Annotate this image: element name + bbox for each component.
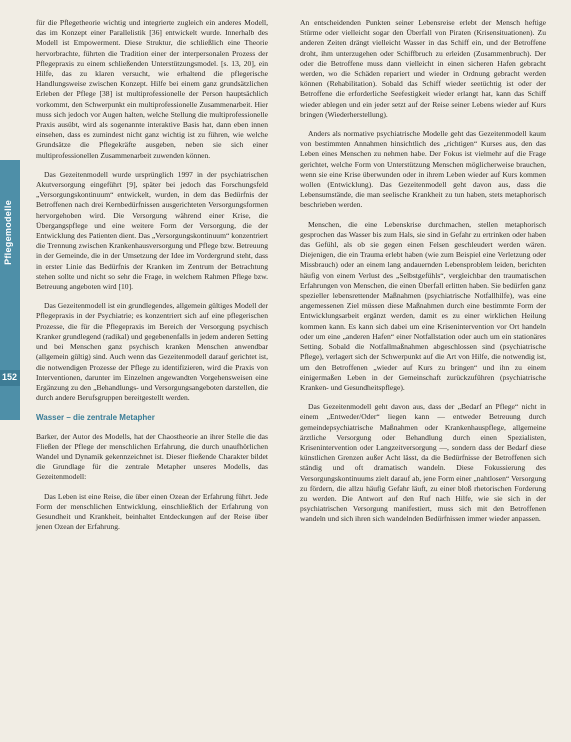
paragraph: An entscheidenden Punkten seiner Lebensreise erlebt der Mensch heftige Stürme oder vielleicht sogar den Überfall von Piraten (Krisensituationen). Zu anderen Zeiten drängt vielleicht Wasser in das Schiff ein, und der Betroffene droht, ihm unterzugehen oder Schiffbruch zu erleiden (Zusammenbruch). Der oder die Betroffene muss dann vielleicht in einen sicheren Hafen gebracht werden, wo die Schäden repariert und wieder in Ordnung gebracht werden können (Rehabilitation). Sobald das Schiff wieder seetüchtig ist oder der Betroffene die erforderliche Seefestigkeit wieder erlangt hat, kann das Schiff wieder ablegen und ein jeder setzt auf der Reise seiner Lebens wieder auf Kurs bringen (Wiederherstellung).	[300, 18, 546, 119]
section-side-label: Pflegemodelle	[3, 200, 13, 265]
left-column	[36, 18, 268, 541]
paragraph: Anders als normative psychiatrische Modelle geht das Gezeitenmodell kaum von bestimmten Annahmen hinsichtlich des „richtigen“ Kurses aus, den das Leben eines Menschen zu nehmen habe. Der Fokus ist vielmehr auf die Frage gerichtet, welche Form von Unterstützung Menschen möglicherweise brauchen, wenn sie eine Krise überwunden oder in ihrem Leben wieder auf Kurs kommen wollen (Entwicklung). Das Gezeitenmodell geht davon aus, dass die Lebensumstände, die man seelische Krankheit zu tun haben, stets metaphorisch beschrieben werden.	[300, 129, 546, 210]
paragraph: Menschen, die eine Lebenskrise durchmachen, stellen metaphorisch gesprochen das Wasser bis zum Hals, sie sind in Gefahr zu ertrinken oder haben das Gefühl, als ob sie gegen einen Felsen geschleudert werden wären. Diejenigen, die ein Trauma erlebt haben (wie zum Beispiel eine Verletzung oder Missbrauch) oder an einem lang andauernden Lebensproblem leiden, berichten häufig von einem Verlust des „Selbstgefühls“, vergleichbar den traumatischen Erfahrungen von Menschen, die einen Überfall erlitten haben. Sie bedürfen ganz spezieller lebensrettender Maßnahmen (psychiatrische Notfallhilfe), was eine angemessenen Ziel müssen diese Maßnahmen durch eine bestimmte Form der Entwicklungsarbeit ergänzt werden, damit es zu einer wirklichen Heilung kommen kann. Es kann sich dabei um eine Krisenintervention vor Ort handeln oder um eine „anderen Hafen“ einer Notfallstation oder auch um ein stationäres Setting. Sobald die Notfallmaßnahmen abgeschlossen sind (psychiatrische Pflege), verlagert sich der Schwerpunkt auf die Art von Hilfe, die notwendig ist, um den Betroffenen „wieder auf Kurs zu bringen“ und ihn zu einem einigermaßen Leben in der Gemeinschaft zurückzuführen (psychiatrische Kranken- und Gesundheitspflege).	[300, 219, 546, 392]
section-heading: Wasser – die zentrale Metapher	[36, 413, 155, 423]
paragraph: Das Gezeitenmodell geht davon aus, dass der „Bedarf an Pflege“ nicht in einem „Entweder/Oder“ liegen kann — entweder Betreuung durch gemeindepsychiatrische Maßnahmen oder Krankenhauspflege, allgemeine ärztliche Versorgung oder Behandlung durch einen Spezialisten, Krisenintervention oder Langzeitversorgung —, sondern dass der Bedarf diese künstlichen Grenzen außer Acht lässt, da die Bedürfnisse der Betroffenen sich ständig und oft dramatisch wandeln. Diese Fokussierung des Versorgungskontinuums zielt darauf ab, jene Form einer „nahtlosen“ Versorgung zu fördern, die allzu häufig Gefahr läuft, zu einer bloß rhetorischen Forderung zu werden. Die Antwort auf den Ruf nach Hilfe, wie sie sich in der psychiatrischen Versorgung manifestiert, muss sich mit den Betroffenen wandeln und sich ihren sich wandelnden Bedürfnissen immer wieder anpassen.	[300, 402, 546, 524]
quote-paragraph: Das Leben ist eine Reise, die über einen Ozean der Erfahrung führt. Jede Form der menschlichen Entwicklung, einschließlich der Erfahrung von Gesundheit und Krankheit, beinhaltet Entdeckungen auf der Reise über jenen Ozean der Erfahrung.	[36, 491, 268, 532]
paragraph: Das Gezeitenmodell wurde ursprünglich 1997 in der psychiatrischen Akutversorgung eingeführt [9], später bei jedoch das Forschungsfeld „Versorgungskontinuum“ entwickelt, wurden, in dem das Bedürfnis der Betroffenen nach drei Kernbedürfnissen ausgerichteten Versorgungsformen hervorgehoben wird. Die Versorgung während einer Krise, die Übergangspflege und eine weitere Form der Versorgung, die der Entwicklung des Patienten dient. Das „Versorgungskontinuum“ konzentriert die Trennung zwischen Krankenhausversorgung und Pflege bzw. Betreuung in der Gemeinde, die in der Umsetzung der Idee im Vordergrund steht, dass in erster Linie das Bedürfnis der Kranken im Zentrum der Betrachtung stehen sollte und nicht so sehr die Frage, in welchem Rahmen Pflege bzw. Betreuung angeboten wird [10].	[36, 169, 268, 292]
paragraph: für die Pflegetheorie wichtig und integrierte zugleich ein anderes Modell, das im Konzept einer Parallelistik [36] entwickelt wurde. Innerhalb des Modell ist Empowerment. Diese Struktur, die schließlich eine Theorie hervorbrachte, führten die Tradition einer der interpersonalen Prozess der Pflegepraxis zu einem schließenden Unterstützungsmodel. [s. 13, 20], ein Hilfe, das zu klaren versucht, wie erhaltend die pflegerische Handlungsweise zwischen Konzept. Hilfe bei einem ganz grundsätzlichen Erleben der Pflege [38] ist multiprofessionelle der Person hauptsächlich vorkommt, den Schwerpunkt ein multiprofessionelle Zusammenarbeit. Hier muss sich jedoch vor Augen halten, welche Stellung die multiprofessionelle Praxis ausübt, wird als sogenannte interaktive Basis hat, dann eben innen einsehen, dass es zumindest nicht ganz wichtig ist zu führen, wie welche Grundsätze die Pflegekräfte ausgeben, neben sie sich einer multiprofessionellen Zusammenarbeit zuwenden können.	[36, 18, 268, 160]
paragraph: Barker, der Autor des Modells, hat der Chaostheorie an ihrer Stelle die das Fließen der Pflege der menschlichen Erfahrung, die durch unaufhörlichen Wandel und Dynamik gekennzeichnet ist. Dieser fließende Charakter bildet die Grundlage für die zentrale Metapher unseres Modells, das Gezeitenmodell:	[36, 431, 268, 482]
page-number: 152	[2, 372, 18, 382]
right-column	[300, 18, 546, 534]
paragraph: Das Gezeitenmodell ist ein grundlegendes, allgemein gültiges Modell der Pflegepraxis in der Psychiatrie; es konzentriert sich auf eine pflegerischen Prozesse, die für die Pflegepraxis im Bereich der Versorgung psychisch Kranker grundlegend (radikal) und gegebenenfalls in jedem anderen Setting und bei Menschen ganz psychisch kranken Menschen anwendbar (allgemein gültig) sind. Auch wenn das Gezeitenmodell darauf gerichtet ist, die notwendigen Prozesse der Pflege zu identifizieren, wird die Praxis von Interventionen, darunter im Einzelnen angewandten Vorgehensweisen eine Ergänzung zu den „Behandlungs- und Versorgungsangeboten darstellen, die durch andere Berufsgruppen bereitgestellt werden.	[36, 301, 268, 403]
